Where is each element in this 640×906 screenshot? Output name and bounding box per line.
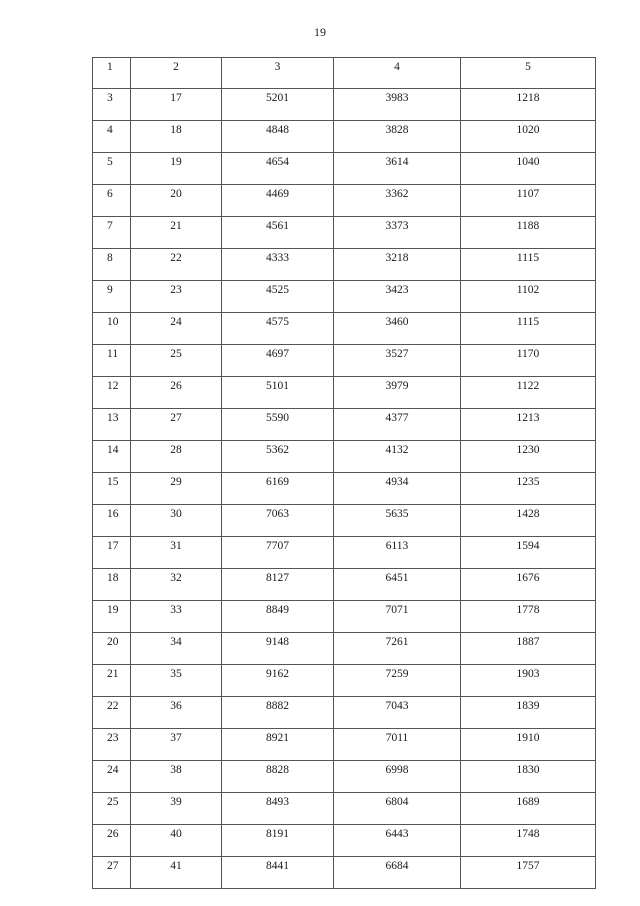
- table-row: [93, 857, 596, 889]
- table-row: [93, 473, 596, 505]
- table-row: [93, 345, 596, 377]
- table-cell: 1676: [461, 569, 596, 601]
- table-cell: 3614: [334, 153, 461, 185]
- table-row: [93, 505, 596, 537]
- table-cell: 29: [131, 473, 222, 505]
- table-cell: 7259: [334, 665, 461, 697]
- table-cell: 1230: [461, 441, 596, 473]
- table-cell: 7261: [334, 633, 461, 665]
- table-cell: 1188: [461, 217, 596, 249]
- table-cell: 40: [131, 825, 222, 857]
- table-cell: 3828: [334, 121, 461, 153]
- table-row: [93, 409, 596, 441]
- table-row: [93, 281, 596, 313]
- column-header: 1: [93, 58, 131, 89]
- table-row: [93, 537, 596, 569]
- table-cell: 15: [93, 473, 131, 505]
- table-cell: 4525: [222, 281, 334, 313]
- table-cell: 8882: [222, 697, 334, 729]
- table-cell: 1428: [461, 505, 596, 537]
- table-cell: 1218: [461, 89, 596, 121]
- table-cell: 1107: [461, 185, 596, 217]
- table-cell: 27: [131, 409, 222, 441]
- table-cell: 9: [93, 281, 131, 313]
- table-cell: 9148: [222, 633, 334, 665]
- table-cell: 1115: [461, 249, 596, 281]
- table-cell: 11: [93, 345, 131, 377]
- table-cell: 4: [93, 121, 131, 153]
- table-row: [93, 377, 596, 409]
- table-cell: 41: [131, 857, 222, 889]
- table-cell: 1689: [461, 793, 596, 825]
- table-cell: 12: [93, 377, 131, 409]
- table-cell: 24: [131, 313, 222, 345]
- table-cell: 10: [93, 313, 131, 345]
- table-row: [93, 313, 596, 345]
- table-cell: 22: [93, 697, 131, 729]
- column-header: 2: [131, 58, 222, 89]
- table-row: [93, 89, 596, 121]
- table-cell: 21: [93, 665, 131, 697]
- table-cell: 8: [93, 249, 131, 281]
- table-cell: 3218: [334, 249, 461, 281]
- table-cell: 4654: [222, 153, 334, 185]
- table-cell: 4934: [334, 473, 461, 505]
- table-cell: 37: [131, 729, 222, 761]
- table-cell: 1778: [461, 601, 596, 633]
- table-cell: 9162: [222, 665, 334, 697]
- table-row: [93, 569, 596, 601]
- table-cell: 8127: [222, 569, 334, 601]
- table-row: [93, 217, 596, 249]
- table-body: [93, 58, 596, 889]
- table-row: [93, 185, 596, 217]
- table-cell: 7071: [334, 601, 461, 633]
- table-cell: 25: [93, 793, 131, 825]
- table-cell: 3527: [334, 345, 461, 377]
- table-row: [93, 153, 596, 185]
- table-cell: 4848: [222, 121, 334, 153]
- table-row: [93, 249, 596, 281]
- table-cell: 19: [93, 601, 131, 633]
- data-table: [92, 57, 596, 889]
- table-row: [93, 633, 596, 665]
- table-cell: 3362: [334, 185, 461, 217]
- table-cell: 4697: [222, 345, 334, 377]
- table-cell: 24: [93, 761, 131, 793]
- table-cell: 1594: [461, 537, 596, 569]
- table-cell: 30: [131, 505, 222, 537]
- table-cell: 25: [131, 345, 222, 377]
- table-cell: 1040: [461, 153, 596, 185]
- table-cell: 8191: [222, 825, 334, 857]
- table-cell: 1830: [461, 761, 596, 793]
- table-row: [93, 121, 596, 153]
- table-cell: 5201: [222, 89, 334, 121]
- table-cell: 17: [93, 537, 131, 569]
- table-cell: 18: [93, 569, 131, 601]
- table-cell: 27: [93, 857, 131, 889]
- table-cell: 1213: [461, 409, 596, 441]
- table-row: [93, 601, 596, 633]
- table-cell: 6684: [334, 857, 461, 889]
- table-cell: 20: [93, 633, 131, 665]
- table-cell: 5: [93, 153, 131, 185]
- page-number: 19: [314, 25, 326, 39]
- table-cell: 8849: [222, 601, 334, 633]
- table-cell: 5590: [222, 409, 334, 441]
- table-cell: 8493: [222, 793, 334, 825]
- table-cell: 39: [131, 793, 222, 825]
- table-cell: 4132: [334, 441, 461, 473]
- table-row: [93, 825, 596, 857]
- table-cell: 38: [131, 761, 222, 793]
- table-cell: 1887: [461, 633, 596, 665]
- table-cell: 35: [131, 665, 222, 697]
- table-cell: 3: [93, 89, 131, 121]
- table-row: [93, 761, 596, 793]
- table-cell: 1020: [461, 121, 596, 153]
- table-header-row: [93, 58, 596, 89]
- table-cell: 7043: [334, 697, 461, 729]
- table-row: [93, 793, 596, 825]
- table-cell: 4333: [222, 249, 334, 281]
- table-cell: 4377: [334, 409, 461, 441]
- table-cell: 20: [131, 185, 222, 217]
- table-cell: 23: [93, 729, 131, 761]
- table-cell: 8921: [222, 729, 334, 761]
- table-cell: 26: [131, 377, 222, 409]
- table-cell: 7011: [334, 729, 461, 761]
- table-cell: 6451: [334, 569, 461, 601]
- column-header: 3: [222, 58, 334, 89]
- table-cell: 6998: [334, 761, 461, 793]
- table-cell: 18: [131, 121, 222, 153]
- table-cell: 36: [131, 697, 222, 729]
- table-cell: 31: [131, 537, 222, 569]
- table-cell: 1910: [461, 729, 596, 761]
- table-cell: 7707: [222, 537, 334, 569]
- table-cell: 3460: [334, 313, 461, 345]
- table-cell: 1757: [461, 857, 596, 889]
- table-cell: 5635: [334, 505, 461, 537]
- table-cell: 1170: [461, 345, 596, 377]
- table-cell: 1102: [461, 281, 596, 313]
- table-row: [93, 729, 596, 761]
- table-cell: 6443: [334, 825, 461, 857]
- table-cell: 21: [131, 217, 222, 249]
- table-row: [93, 665, 596, 697]
- table-cell: 4575: [222, 313, 334, 345]
- table-cell: 3423: [334, 281, 461, 313]
- table-cell: 5101: [222, 377, 334, 409]
- table-cell: 6804: [334, 793, 461, 825]
- table-cell: 23: [131, 281, 222, 313]
- table-cell: 1903: [461, 665, 596, 697]
- table-cell: 22: [131, 249, 222, 281]
- table-cell: 7063: [222, 505, 334, 537]
- table-cell: 6113: [334, 537, 461, 569]
- table-cell: 8828: [222, 761, 334, 793]
- table-cell: 1748: [461, 825, 596, 857]
- table-cell: 3373: [334, 217, 461, 249]
- table-cell: 33: [131, 601, 222, 633]
- table-cell: 7: [93, 217, 131, 249]
- table-cell: 6169: [222, 473, 334, 505]
- table-cell: 13: [93, 409, 131, 441]
- table-cell: 32: [131, 569, 222, 601]
- table-cell: 34: [131, 633, 222, 665]
- table-cell: 1235: [461, 473, 596, 505]
- table-cell: 1839: [461, 697, 596, 729]
- table-cell: 17: [131, 89, 222, 121]
- table-row: [93, 697, 596, 729]
- table-cell: 26: [93, 825, 131, 857]
- table-cell: 3979: [334, 377, 461, 409]
- table-cell: 28: [131, 441, 222, 473]
- table-row: [93, 441, 596, 473]
- table-cell: 4561: [222, 217, 334, 249]
- column-header: 5: [461, 58, 596, 89]
- table-cell: 8441: [222, 857, 334, 889]
- table-cell: 4469: [222, 185, 334, 217]
- table-cell: 6: [93, 185, 131, 217]
- column-header: 4: [334, 58, 461, 89]
- table-cell: 1122: [461, 377, 596, 409]
- table-cell: 19: [131, 153, 222, 185]
- table-cell: 16: [93, 505, 131, 537]
- table-cell: 3983: [334, 89, 461, 121]
- table-cell: 5362: [222, 441, 334, 473]
- table-cell: 1115: [461, 313, 596, 345]
- table-cell: 14: [93, 441, 131, 473]
